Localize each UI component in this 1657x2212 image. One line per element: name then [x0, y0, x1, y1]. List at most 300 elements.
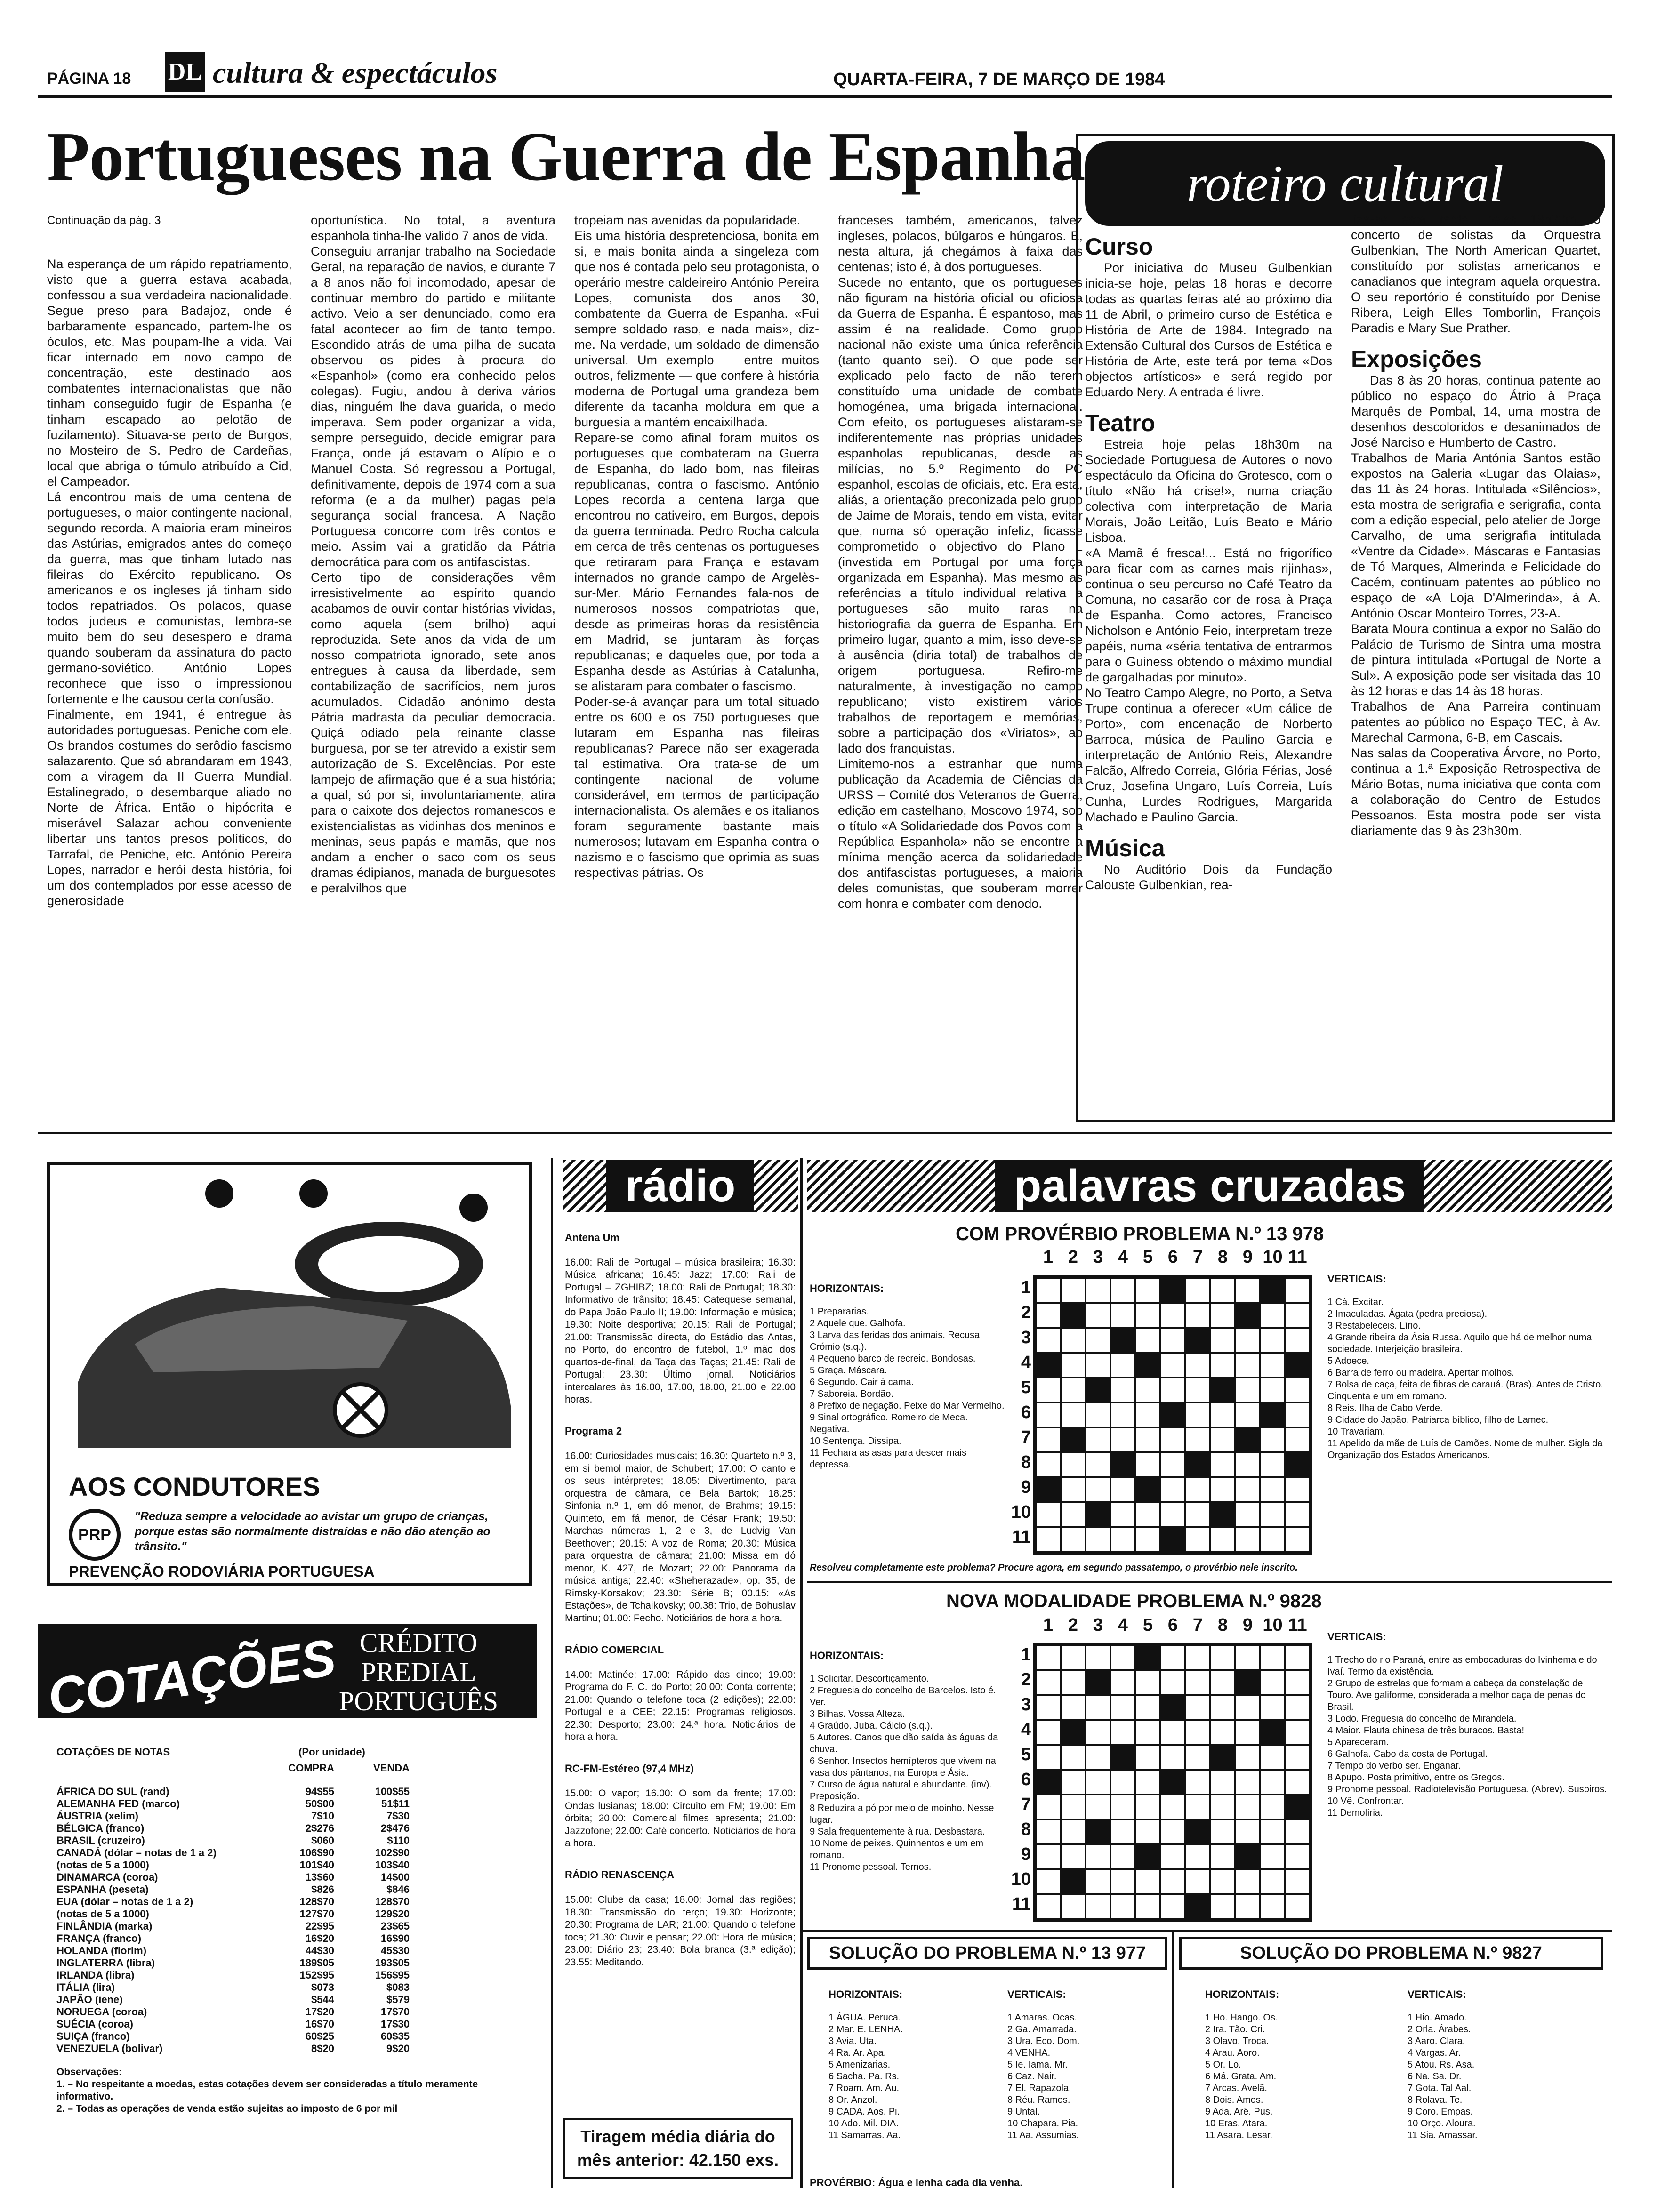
- grid-cell[interactable]: [1185, 1278, 1210, 1303]
- cotacao-row: [56, 1994, 518, 2006]
- verticals-clues: 1 Cá. Excitar. 2 Imaculadas. Ágata (pedra preciosa). 3 Restabeleceis. Lírio. 4 Grande ribeira da Ásia Russa. Aquilo que há de melhor numa sociedade. Interjeição brasileira. 5 Adoece. 6 Barra de ferro ou madeira. Apertar molhos. 7 Bolsa de caça, feita de fibras de carauá. (Bras). Antes de Cristo. Cinquenta e um em romano. 8 Reis. Ilha de Cabo Verde. 9 Cidade do Japão. Patriarca bíblico, filho de Lamec. 10 Travariam. 11 Apelido da mãe de Luís de Camões. Nome de mulher. Sigla da Organização dos Estados Americanos.: [1327, 1297, 1603, 1460]
- grid-cell: [1160, 1403, 1185, 1427]
- grid-cell[interactable]: [1135, 1502, 1160, 1527]
- cotacao-row: [56, 1981, 518, 1994]
- grid-number: 9: [1021, 1477, 1031, 1497]
- radio-banner: [563, 1160, 798, 1212]
- grid-cell[interactable]: [1185, 1645, 1210, 1670]
- grid-number: 6: [1021, 1403, 1031, 1422]
- grid-cell[interactable]: [1135, 1303, 1160, 1328]
- currency-name: INGLATERRA (libra): [56, 1957, 155, 1969]
- prp-logo: PRP: [69, 1509, 121, 1561]
- grid-cell[interactable]: [1110, 1894, 1135, 1919]
- article-column-1: Na esperança de um rápido repatriamento, visto que a guerra estava acabada, confessou a sua verdadeira nacionalidade. Segue preso para Badajoz, onde é barbaramente espancado, partem-lhe os óculos, etc. Mas poupam-lhe a vida. Vai ficar internado em novo campo de concentração, este destinado aos combatentes internacionalistas que não tinham conseguido fugir de Espanha (e tinham escapado ao pelotão de fuzilamento). Situava-se perto de Burgos, no Mosteiro de S. Pedro de Cardeñas, local que abriga o túmulo atribuído a Cid, el Campeador. Lá encontrou mais de uma centena de portugueses, o maior contingente nacional, segundo recorda. A maioria eram mineiros das Astúrias, emigrados antes do começo da guerra, mas que tinham lutado nas fileiras do Exército republicano. Os americanos e os ingleses já tinham sido todos repatriados. Os polacos, quase todos judeus e comunistas, lembra-se muito bem do seu desespero e drama quando souberam da assinatura do pacto germano-soviético. António Lopes reconhece que isso o impressionou fortemente e lhe causou certa confusão. Finalmente, em 1941, é entregue às autoridades portuguesas. Peniche com ele. Os brandos costumes do serôdio fascismo salazarento. Que só abrandaram em 1943, com a viragem da II Guerra Mundial. Estalinegrado, o desembarque aliado no Norte de África. Então o hipócrita e miserável Salazar achou conveniente libertar uns tantos presos políticos, do Tarrafal, de Peniche, etc. António Pereira Lopes, narrador e herói desta história, foi um dos contemplados por esse acesso de generosidade: [47, 257, 292, 908]
- grid-cell[interactable]: [1285, 1527, 1310, 1552]
- notes-heading: Observações:: [56, 2067, 122, 2077]
- grid-cell[interactable]: [1260, 1502, 1285, 1527]
- grid-cell[interactable]: [1036, 1645, 1061, 1670]
- grid-cell[interactable]: [1086, 1303, 1110, 1328]
- currency-name: ÁFRICA DO SUL (rand): [56, 1786, 169, 1797]
- radio-title: rádio: [606, 1160, 755, 1212]
- grid-cell[interactable]: [1135, 1278, 1160, 1303]
- grid-cell[interactable]: [1235, 1795, 1260, 1819]
- grid-cell[interactable]: [1036, 1403, 1061, 1427]
- grid-cell[interactable]: [1061, 1894, 1086, 1919]
- grid-cell[interactable]: [1036, 1720, 1061, 1745]
- grid-cell[interactable]: [1061, 1328, 1086, 1353]
- grid-cell[interactable]: [1210, 1720, 1235, 1745]
- grid-cell[interactable]: [1086, 1894, 1110, 1919]
- grid-cell[interactable]: [1185, 1670, 1210, 1695]
- currency-name: NORUEGA (coroa): [56, 2006, 147, 2018]
- grid-cell[interactable]: [1160, 1477, 1185, 1502]
- curso-text: Por iniciativa do Museu Gulbenkian inicia-se hoje, pelas 18 horas e decorre todas as quartas feiras até ao próximo dia 11 de Abril, o primeiro curso de Estética e História de Arte de 1984. Integrado na Extensão Cultural dos Cursos de Estética e História de Arte, este terá por tema «Dos objectos artísticos» e será regido por Eduardo Nery. A entrada é livre.: [1085, 261, 1332, 399]
- grid-cell[interactable]: [1185, 1303, 1210, 1328]
- grid-cell[interactable]: [1235, 1695, 1260, 1720]
- sell-rate: 17$70: [380, 2006, 410, 2018]
- article-headline: Portugueses na Guerra de Espanha: [47, 118, 1085, 195]
- grid-cell[interactable]: [1135, 1894, 1160, 1919]
- grid-cell[interactable]: [1235, 1894, 1260, 1919]
- grid-cell[interactable]: [1285, 1502, 1310, 1527]
- grid-cell[interactable]: [1260, 1328, 1285, 1353]
- grid-cell: [1285, 1452, 1310, 1477]
- grid-cell[interactable]: [1285, 1670, 1310, 1695]
- grid-cell[interactable]: [1160, 1819, 1185, 1844]
- grid-cell[interactable]: [1235, 1353, 1260, 1378]
- grid-cell[interactable]: [1110, 1770, 1135, 1795]
- grid-number: 4: [1118, 1247, 1128, 1267]
- grid-cell[interactable]: [1110, 1844, 1135, 1869]
- grid-number: 10: [1263, 1247, 1283, 1267]
- grid-cell[interactable]: [1260, 1645, 1285, 1670]
- buy-rate: $060: [311, 1835, 334, 1846]
- grid-cell[interactable]: [1260, 1477, 1285, 1502]
- cotacao-row: [56, 1896, 518, 1908]
- grid-cell[interactable]: [1061, 1795, 1086, 1819]
- bank-name-3: PORTUGUÊS: [339, 1686, 499, 1716]
- grid-cell[interactable]: [1160, 1745, 1185, 1770]
- grid-cell[interactable]: [1160, 1670, 1185, 1695]
- grid-cell[interactable]: [1235, 1819, 1260, 1844]
- ad-title: AOS CONDUTORES: [69, 1472, 321, 1501]
- grid-cell[interactable]: [1285, 1844, 1310, 1869]
- grid-number: 2: [1021, 1670, 1031, 1690]
- buy-rate: 101$40: [299, 1859, 334, 1871]
- grid-cell[interactable]: [1036, 1278, 1061, 1303]
- grid-cell[interactable]: [1260, 1378, 1285, 1403]
- grid-cell[interactable]: [1036, 1502, 1061, 1527]
- note-1: 1. – No respeitante a moedas, estas cotações devem ser consideradas a título meramente informativo.: [56, 2079, 478, 2102]
- grid-cell[interactable]: [1185, 1770, 1210, 1795]
- grid-cell[interactable]: [1185, 1378, 1210, 1403]
- curso-heading: Curso: [1085, 233, 1153, 260]
- currency-name: HOLANDA (florim): [56, 1945, 147, 1956]
- grid-cell[interactable]: [1235, 1720, 1260, 1745]
- grid-cell[interactable]: [1160, 1353, 1185, 1378]
- grid-number: 2: [1068, 1615, 1078, 1635]
- grid-cell[interactable]: [1160, 1452, 1185, 1477]
- grid-cell[interactable]: [1285, 1869, 1310, 1894]
- grid-cell[interactable]: [1285, 1403, 1310, 1427]
- grid-number: 8: [1021, 1819, 1031, 1839]
- grid-cell[interactable]: [1110, 1502, 1135, 1527]
- grid-cell[interactable]: [1110, 1378, 1135, 1403]
- grid-cell[interactable]: [1210, 1527, 1235, 1552]
- grid-cell[interactable]: [1185, 1403, 1210, 1427]
- cotacao-row: [56, 2043, 518, 2055]
- grid-cell[interactable]: [1160, 1328, 1185, 1353]
- grid-cell[interactable]: [1160, 1869, 1185, 1894]
- grid-cell[interactable]: [1235, 1770, 1260, 1795]
- currency-name: ÁUSTRIA (xelim): [56, 1810, 138, 1822]
- grid-cell[interactable]: [1260, 1869, 1285, 1894]
- grid-cell[interactable]: [1110, 1869, 1135, 1894]
- grid-cell[interactable]: [1260, 1795, 1285, 1819]
- grid-cell: [1285, 1353, 1310, 1378]
- buy-rate: 152$95: [299, 1969, 334, 1981]
- cotacao-row: [56, 1822, 518, 1835]
- grid-cell[interactable]: [1061, 1645, 1086, 1670]
- grid-cell[interactable]: [1210, 1770, 1235, 1795]
- grid-cell[interactable]: [1210, 1645, 1235, 1670]
- grid-cell[interactable]: [1260, 1819, 1285, 1844]
- grid-cell[interactable]: [1135, 1695, 1160, 1720]
- grid-cell[interactable]: [1135, 1427, 1160, 1452]
- buy-rate: 2$276: [305, 1822, 334, 1834]
- grid-cell: [1185, 1819, 1210, 1844]
- currency-name: FRANÇA (franco): [56, 1932, 142, 1944]
- grid-cell[interactable]: [1135, 1819, 1160, 1844]
- grid-cell[interactable]: [1185, 1745, 1210, 1770]
- solution2-verticals: [1408, 1977, 1596, 2153]
- grid-cell[interactable]: [1135, 1720, 1160, 1745]
- grid-cell[interactable]: [1061, 1670, 1086, 1695]
- grid-cell[interactable]: [1061, 1745, 1086, 1770]
- grid-cell[interactable]: [1260, 1527, 1285, 1552]
- grid-cell[interactable]: [1135, 1452, 1160, 1477]
- grid-cell[interactable]: [1285, 1303, 1310, 1328]
- horizontals-heading: HORIZONTAIS:: [810, 1282, 884, 1294]
- grid-cell[interactable]: [1210, 1328, 1235, 1353]
- grid-cell[interactable]: [1185, 1869, 1210, 1894]
- grid-cell[interactable]: [1210, 1278, 1235, 1303]
- puzzle1-grid[interactable]: [1033, 1275, 1312, 1555]
- grid-cell[interactable]: [1210, 1403, 1235, 1427]
- grid-cell[interactable]: [1086, 1527, 1110, 1552]
- grid-cell[interactable]: [1110, 1695, 1135, 1720]
- grid-cell[interactable]: [1061, 1695, 1086, 1720]
- grid-cell[interactable]: [1285, 1645, 1310, 1670]
- currency-name: (notas de 5 a 1000): [56, 1908, 149, 1920]
- grid-cell[interactable]: [1110, 1427, 1135, 1452]
- grid-cell: [1285, 1795, 1310, 1819]
- grid-cell[interactable]: [1110, 1353, 1135, 1378]
- grid-cell[interactable]: [1061, 1378, 1086, 1403]
- roteiro-column-2: [1351, 212, 1601, 839]
- grid-cell[interactable]: [1061, 1502, 1086, 1527]
- grid-cell[interactable]: [1260, 1427, 1285, 1452]
- grid-cell[interactable]: [1285, 1278, 1310, 1303]
- grid-cell[interactable]: [1185, 1477, 1210, 1502]
- grid-cell[interactable]: [1260, 1894, 1285, 1919]
- grid-cell: [1135, 1645, 1160, 1670]
- grid-cell[interactable]: [1036, 1328, 1061, 1353]
- grid-cell[interactable]: [1086, 1844, 1110, 1869]
- col-header-notas: COTAÇÕES DE NOTAS: [56, 1746, 170, 1758]
- grid-cell[interactable]: [1036, 1894, 1061, 1919]
- grid-cell[interactable]: [1260, 1844, 1285, 1869]
- puzzle1-col-numbers: [1036, 1247, 1310, 1267]
- sell-rate: 128$70: [375, 1896, 410, 1907]
- grid-cell[interactable]: [1260, 1353, 1285, 1378]
- horizontals-clues: 1 Solicitar. Descortiçamento. 2 Freguesia do concelho de Barcelos. Isto é. Ver. 3 Bilhas. Vossa Alteza. 4 Graúdo. Juba. Cálcio (s.q.). 5 Autores. Canos que dão saída às águas da chuva. 6 Senhor. Insectos hemípteros que vivem na vasa dos pântanos, na Europa e Ásia. 7 Curso de água natural e abundante. (inv). Preposição. 8 Reduzira a pó por meio de moinho. Nesse lugar. 9 Sala frequentemente à rua. Desbastara. 10 Nome de peixes. Quinhentos e um em romano. 11 Pronome pessoal. Ternos.: [810, 1674, 998, 1872]
- grid-cell[interactable]: [1285, 1819, 1310, 1844]
- radio-listings: [565, 1219, 796, 1981]
- grid-cell[interactable]: [1285, 1328, 1310, 1353]
- grid-cell[interactable]: [1185, 1695, 1210, 1720]
- grid-cell[interactable]: [1135, 1403, 1160, 1427]
- grid-cell[interactable]: [1235, 1403, 1260, 1427]
- grid-cell[interactable]: [1285, 1745, 1310, 1770]
- grid-cell[interactable]: [1110, 1303, 1135, 1328]
- grid-cell: [1110, 1452, 1135, 1477]
- grid-cell[interactable]: [1260, 1303, 1285, 1328]
- musica-heading: Música: [1085, 835, 1165, 861]
- grid-cell[interactable]: [1285, 1378, 1310, 1403]
- grid-cell[interactable]: [1036, 1378, 1061, 1403]
- grid-cell[interactable]: [1260, 1695, 1285, 1720]
- cotacao-row: [56, 2018, 518, 2030]
- grid-cell[interactable]: [1135, 1795, 1160, 1819]
- grid-cell[interactable]: [1036, 1427, 1061, 1452]
- grid-cell[interactable]: [1110, 1477, 1135, 1502]
- grid-cell[interactable]: [1110, 1720, 1135, 1745]
- grid-number: 5: [1142, 1615, 1153, 1635]
- grid-number: 1: [1021, 1645, 1031, 1665]
- grid-cell[interactable]: [1160, 1844, 1185, 1869]
- grid-cell[interactable]: [1185, 1502, 1210, 1527]
- grid-cell[interactable]: [1210, 1869, 1235, 1894]
- buy-rate: 22$95: [305, 1920, 334, 1932]
- grid-cell[interactable]: [1210, 1894, 1235, 1919]
- grid-cell[interactable]: [1210, 1427, 1235, 1452]
- grid-cell[interactable]: [1135, 1770, 1160, 1795]
- grid-cell[interactable]: [1086, 1795, 1110, 1819]
- grid-cell[interactable]: [1260, 1745, 1285, 1770]
- cotacao-row: [56, 1920, 518, 1932]
- sell-rate: 2$476: [380, 1822, 410, 1834]
- programa2-text: 16.00: Curiosidades musicais; 16.30: Quarteto n.º 3, em si bemol maior, de Schubert; 17.00: O canto e os seus intérpretes; 18.05: Divertimento, para orquestra de câmara, de Bela Bartok; 18.25: Sinfonia n.º 1, em dó menor, de Brahms; 19.15: Quinteto, em fá menor, de César Frank; 19.50: Marchas númeras 1, 2 e 3, de Ludvig Van Beethoven; 20.15: A voz de Roma; 20.30: Música para orquestra de câmara; 21.00: Missa em dó menor, K. 427, de Mozart; 22.00: Panorama da música antiga; 22.40: «Sheherazade», op. 35, de Rimsky-Korsakov; 23.30: Série B; 00.15: «As Estações», de Tchaikovsky; 00.38: Trio, de Bohuslav Martinu; 01.00: Fecho. Noticiários de hora a hora.: [565, 1451, 796, 1624]
- grid-cell[interactable]: [1160, 1427, 1185, 1452]
- grid-cell[interactable]: [1235, 1452, 1260, 1477]
- currency-name: ESPANHA (peseta): [56, 1883, 149, 1895]
- grid-cell[interactable]: [1086, 1770, 1110, 1795]
- grid-cell[interactable]: [1160, 1645, 1185, 1670]
- grid-cell[interactable]: [1110, 1278, 1135, 1303]
- grid-cell[interactable]: [1260, 1670, 1285, 1695]
- grid-cell[interactable]: [1210, 1670, 1235, 1695]
- grid-cell[interactable]: [1160, 1720, 1185, 1745]
- grid-number: 3: [1093, 1615, 1103, 1635]
- grid-cell[interactable]: [1235, 1477, 1260, 1502]
- renascenca-heading: RÁDIO RENASCENÇA: [565, 1869, 675, 1881]
- grid-cell[interactable]: [1235, 1869, 1260, 1894]
- grid-cell: [1036, 1353, 1061, 1378]
- grid-cell[interactable]: [1061, 1278, 1086, 1303]
- grid-cell[interactable]: [1110, 1795, 1135, 1819]
- grid-cell[interactable]: [1160, 1894, 1185, 1919]
- ad-footer: PREVENÇÃO RODOVIÁRIA PORTUGUESA: [69, 1563, 375, 1580]
- currency-name: ITÁLIA (lira): [56, 1981, 115, 1993]
- grid-cell[interactable]: [1061, 1353, 1086, 1378]
- grid-cell[interactable]: [1061, 1403, 1086, 1427]
- grid-number: 1: [1043, 1615, 1054, 1635]
- grid-cell[interactable]: [1086, 1353, 1110, 1378]
- grid-cell: [1185, 1328, 1210, 1353]
- grid-cell[interactable]: [1036, 1819, 1061, 1844]
- grid-cell[interactable]: [1160, 1303, 1185, 1328]
- grid-number: 7: [1021, 1427, 1031, 1447]
- grid-cell[interactable]: [1185, 1795, 1210, 1819]
- grid-cell[interactable]: [1210, 1477, 1235, 1502]
- grid-cell[interactable]: [1086, 1869, 1110, 1894]
- grid-cell[interactable]: [1210, 1844, 1235, 1869]
- grid-cell[interactable]: [1086, 1278, 1110, 1303]
- grid-cell[interactable]: [1185, 1427, 1210, 1452]
- grid-cell[interactable]: [1260, 1452, 1285, 1477]
- buy-rate: 44$30: [305, 1945, 334, 1956]
- grid-cell: [1260, 1720, 1285, 1745]
- grid-cell[interactable]: [1160, 1795, 1185, 1819]
- grid-cell[interactable]: [1086, 1720, 1110, 1745]
- col-header-unidade: (Por unidade): [298, 1746, 365, 1758]
- comercial-text: 14.00: Matinée; 17.00: Rápido das cinco; 19.00: Programa do F. C. do Porto; 20.00: Conta corrente; 21.00: Quando o telefone toca (2 edições); 22.00: Portugal e a CEE; 22.15: Programas religiosos. 22.30: Desporto; 23.00: 24.ª hora. Noticiários de hora a hora.: [565, 1669, 796, 1742]
- grid-cell: [1086, 1819, 1110, 1844]
- grid-cell[interactable]: [1110, 1403, 1135, 1427]
- puzzle2-grid[interactable]: [1033, 1643, 1312, 1922]
- grid-cell[interactable]: [1086, 1328, 1110, 1353]
- grid-cell[interactable]: [1036, 1795, 1061, 1819]
- grid-cell[interactable]: [1235, 1278, 1260, 1303]
- grid-cell[interactable]: [1210, 1353, 1235, 1378]
- programa2-heading: Programa 2: [565, 1425, 622, 1437]
- grid-cell[interactable]: [1086, 1403, 1110, 1427]
- grid-cell[interactable]: [1036, 1452, 1061, 1477]
- grid-number: 4: [1021, 1720, 1031, 1739]
- grid-number: 7: [1192, 1615, 1203, 1635]
- grid-cell[interactable]: [1185, 1353, 1210, 1378]
- grid-cell: [1235, 1844, 1260, 1869]
- cotacao-row: [56, 1969, 518, 1981]
- cotacao-row: [56, 1932, 518, 1945]
- sell-rate: 16$90: [380, 1932, 410, 1944]
- cotacoes-title: COTAÇÕES: [44, 1628, 339, 1726]
- grid-cell[interactable]: [1210, 1452, 1235, 1477]
- grid-cell[interactable]: [1061, 1819, 1086, 1844]
- grid-cell[interactable]: [1086, 1452, 1110, 1477]
- grid-cell[interactable]: [1185, 1527, 1210, 1552]
- grid-cell[interactable]: [1036, 1745, 1061, 1770]
- grid-cell[interactable]: [1285, 1894, 1310, 1919]
- grid-cell[interactable]: [1036, 1670, 1061, 1695]
- puzzle1-horizontals: [810, 1271, 1007, 1483]
- grid-cell[interactable]: [1285, 1695, 1310, 1720]
- sell-rate: 9$20: [386, 2043, 410, 2054]
- grid-cell[interactable]: [1061, 1770, 1086, 1795]
- buy-rate: 128$70: [299, 1896, 334, 1907]
- grid-cell[interactable]: [1235, 1502, 1260, 1527]
- grid-cell[interactable]: [1160, 1378, 1185, 1403]
- grid-cell[interactable]: [1086, 1745, 1110, 1770]
- grid-cell[interactable]: [1285, 1477, 1310, 1502]
- grid-cell[interactable]: [1061, 1844, 1086, 1869]
- grid-cell: [1160, 1527, 1185, 1552]
- grid-cell[interactable]: [1235, 1745, 1260, 1770]
- grid-cell[interactable]: [1285, 1427, 1310, 1452]
- grid-cell[interactable]: [1036, 1844, 1061, 1869]
- grid-cell[interactable]: [1135, 1527, 1160, 1552]
- grid-cell[interactable]: [1135, 1328, 1160, 1353]
- grid-number: 6: [1021, 1770, 1031, 1789]
- grid-cell[interactable]: [1061, 1452, 1086, 1477]
- grid-cell[interactable]: [1036, 1303, 1061, 1328]
- grid-cell[interactable]: [1036, 1527, 1061, 1552]
- grid-cell[interactable]: [1235, 1378, 1260, 1403]
- grid-number: 10: [1263, 1615, 1283, 1635]
- grid-cell[interactable]: [1135, 1745, 1160, 1770]
- grid-cell[interactable]: [1185, 1720, 1210, 1745]
- grid-cell[interactable]: [1285, 1720, 1310, 1745]
- grid-cell[interactable]: [1135, 1378, 1160, 1403]
- cotacao-row: [56, 1835, 518, 1847]
- crosswords-title: palavras cruzadas: [995, 1160, 1425, 1212]
- grid-cell[interactable]: [1110, 1670, 1135, 1695]
- grid-cell[interactable]: [1235, 1328, 1260, 1353]
- grid-cell[interactable]: [1210, 1795, 1235, 1819]
- grid-number: 5: [1021, 1745, 1031, 1764]
- buy-rate: 60$25: [305, 2030, 334, 2042]
- grid-cell[interactable]: [1135, 1869, 1160, 1894]
- grid-cell[interactable]: [1210, 1303, 1235, 1328]
- grid-cell[interactable]: [1036, 1869, 1061, 1894]
- grid-cell[interactable]: [1160, 1502, 1185, 1527]
- grid-cell[interactable]: [1086, 1645, 1110, 1670]
- grid-cell[interactable]: [1036, 1695, 1061, 1720]
- grid-cell[interactable]: [1135, 1670, 1160, 1695]
- grid-cell[interactable]: [1110, 1819, 1135, 1844]
- grid-cell[interactable]: [1110, 1645, 1135, 1670]
- grid-cell[interactable]: [1110, 1527, 1135, 1552]
- grid-cell[interactable]: [1086, 1427, 1110, 1452]
- grid-cell[interactable]: [1061, 1527, 1086, 1552]
- grid-number: 5: [1021, 1378, 1031, 1397]
- grid-cell[interactable]: [1086, 1477, 1110, 1502]
- grid-cell[interactable]: [1061, 1477, 1086, 1502]
- grid-cell[interactable]: [1210, 1819, 1235, 1844]
- issue-date: QUARTA-FEIRA, 7 DE MARÇO DE 1984: [833, 70, 1165, 89]
- grid-cell[interactable]: [1185, 1844, 1210, 1869]
- grid-cell[interactable]: [1210, 1695, 1235, 1720]
- grid-cell[interactable]: [1235, 1645, 1260, 1670]
- puzzle2-title: NOVA MODALIDADE PROBLEMA N.º 9828: [946, 1591, 1322, 1611]
- grid-cell: [1210, 1745, 1235, 1770]
- grid-cell[interactable]: [1235, 1527, 1260, 1552]
- grid-cell[interactable]: [1285, 1770, 1310, 1795]
- grid-cell[interactable]: [1260, 1770, 1285, 1795]
- solution2-title: SOLUÇÃO DO PROBLEMA N.º 9827: [1179, 1937, 1603, 1970]
- grid-cell[interactable]: [1086, 1695, 1110, 1720]
